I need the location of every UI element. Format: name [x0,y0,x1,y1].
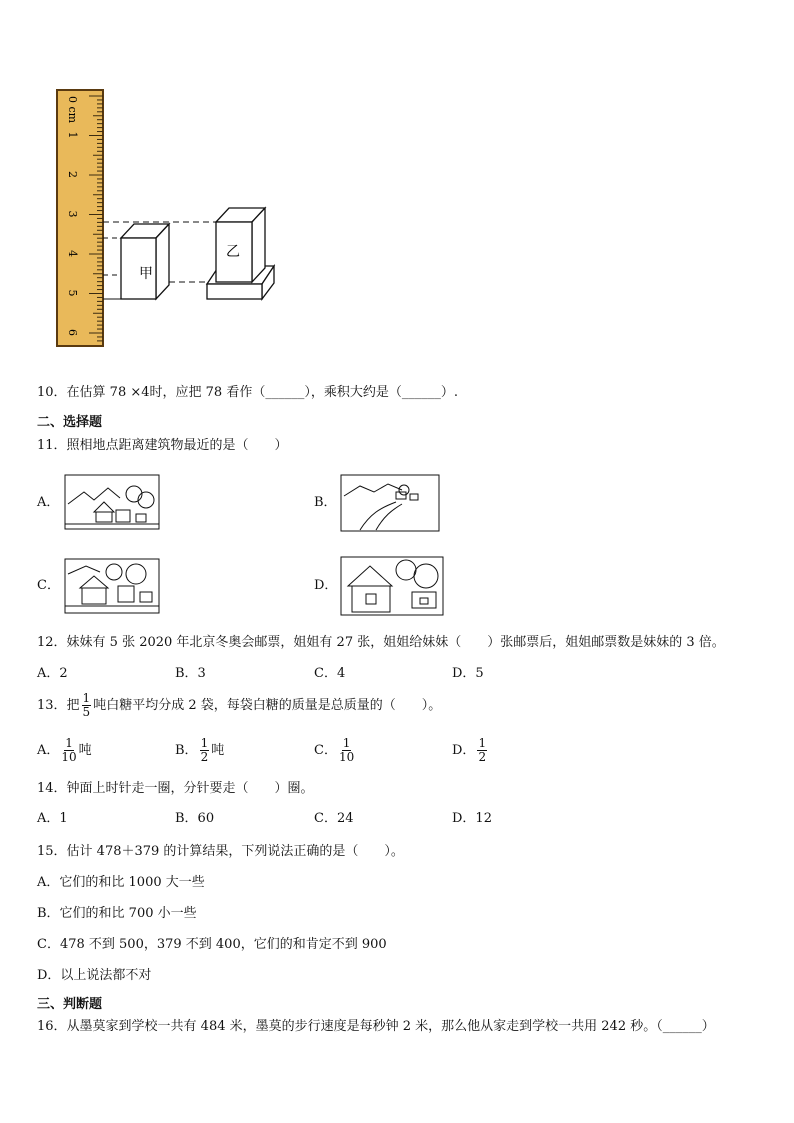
q13-option-a[interactable]: A． $\frac{1}{10}$ 吨 [37,736,92,764]
photo-d-image [340,556,444,616]
q13-prefix: 13．把 [37,698,80,713]
ruler-number: 4 [66,250,79,257]
q15-option-c[interactable]: C．478 不到 500，379 不到 400，它们的和肯定不到 900 [37,937,387,952]
q13-option-c[interactable]: C． $\frac{1}{10}$ [314,736,355,764]
q14-option-d[interactable]: D．12 [452,811,492,826]
q12-option-a[interactable]: A．2 [37,666,68,681]
ruler [57,90,103,346]
q13-fraction: $\frac{1}{5}$ [82,691,91,719]
q14-option-a[interactable]: A．1 [37,811,68,826]
q14-option-c[interactable]: C．24 [314,811,354,826]
q12-option-b[interactable]: B．3 [175,666,206,681]
q11-option-b[interactable]: B． [314,495,337,510]
q13-option-b[interactable]: B． $\frac{1}{2}$ 吨 [175,736,225,764]
box-b-label: 乙 [226,244,240,260]
photo-a-image [64,474,160,530]
question-10: 10．在估算 78 ×4时，应把 78 看作（______），乘积大约是（______）. [37,385,458,400]
ruler-number: 1 [66,131,79,139]
q12-option-d[interactable]: D．5 [452,666,484,681]
question-15: 15．估计 478＋379 的计算结果，下列说法正确的是（ ）。 [37,844,404,859]
box-a-label: 甲 [139,266,153,282]
ruler-number: 6 [66,329,79,336]
q13-suffix: 吨白糖平均分成 2 袋，每袋白糖的质量是总质量的（ ）。 [93,698,442,713]
ruler-figure [55,88,295,348]
q13-option-d[interactable]: D． $\frac{1}{2}$ [452,736,487,764]
section-judge: 三、判断题 [37,997,103,1012]
q12-option-c[interactable]: C．4 [314,666,346,681]
q11-option-a[interactable]: A． [37,495,60,510]
q11-option-d[interactable]: D． [314,578,338,593]
q15-option-d[interactable]: D．以上说法都不对 [37,968,152,983]
ruler-number: 5 [66,289,79,297]
ruler-number: 3 [66,210,79,218]
ruler-unit: 0 cm [66,96,79,124]
q15-option-b[interactable]: B．它们的和比 700 小一些 [37,906,197,921]
question-11: 11．照相地点距离建筑物最近的是（ ） [37,438,288,453]
q11-option-c[interactable]: C． [37,578,60,593]
question-12: 12．妹妹有 5 张 2020 年北京冬奥会邮票，姐姐有 27 张，姐姐给妹妹（ ）张邮票后，姐姐邮票数是妹妹的 3 倍。 [37,635,725,650]
question-16: 16．从墨莫家到学校一共有 484 米，墨莫的步行速度是每秒钟 2 米，那么他从家走到学校一共用 242 秒。（______） [37,1019,715,1034]
photo-b-image [340,474,440,532]
photo-c-image [64,558,160,614]
question-14: 14．钟面上时针走一圈，分针要走（ ）圈。 [37,781,314,796]
section-choice: 二、选择题 [37,415,103,430]
q14-option-b[interactable]: B．60 [175,811,215,826]
ruler-number: 2 [66,171,79,178]
q15-option-a[interactable]: A．它们的和比 1000 大一些 [37,875,205,890]
question-13 [37,692,441,719]
